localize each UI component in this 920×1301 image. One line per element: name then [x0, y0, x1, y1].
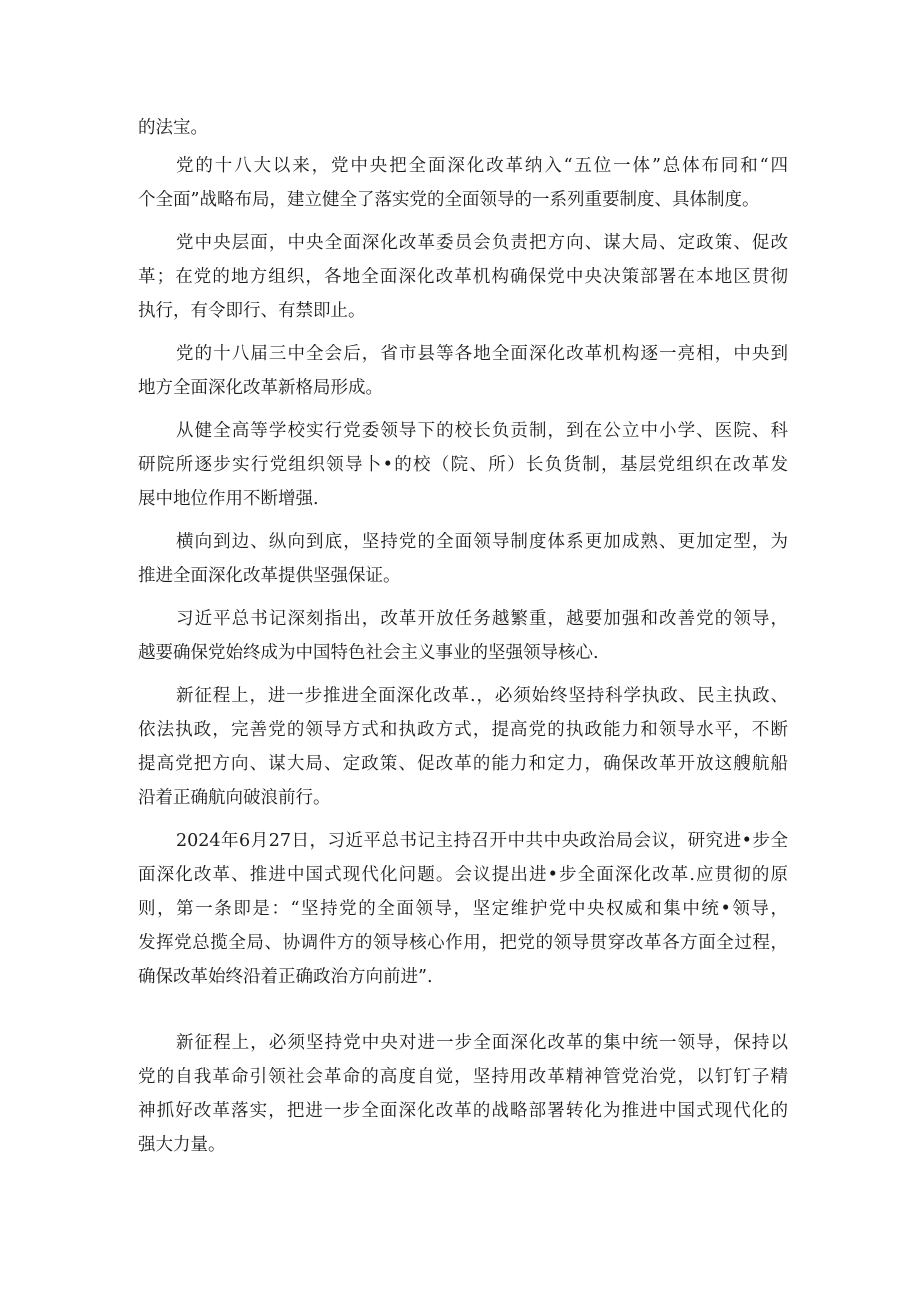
paragraph-line: 党的十八届三中全会后，省市县等各地全面深化改革机构逐一亮相，中央到	[176, 344, 788, 364]
paragraph-line: 个全面”战略布局，建立健全了落实党的全面领导的一系列重要制度、具体制度。	[138, 190, 760, 210]
paragraph-line: 党的自我革命引领社会革命的高度自觉，坚持用改革精神管党治党，以钉钉子精	[138, 1067, 788, 1087]
paragraph-line: 则，第一条即是：“坚持党的全面领导，坚定维护党中央权威和集中统•领导，	[138, 899, 788, 919]
paragraph-line: 2024年6月27日，习近平总书记主持召开中共中央政治局会议，研究进•步全	[176, 831, 788, 851]
paragraph-line: 发挥党总揽全局、协调件方的领导核心作用，把党的领导贯穿改革各方面全过程，	[138, 933, 788, 953]
paragraph-line: 神抓好改革落实，把进一步全面深化改革的战略部署转化为推进中国式现代化的	[138, 1101, 788, 1121]
paragraph-line: 越要确保党始终成为中国特色社会主义事业的坚强领导核心.	[138, 643, 599, 663]
paragraph-line: 展中地位作用不断增强.	[138, 489, 319, 509]
paragraph-line: 新征程上，必须坚持党中央对进一步全面深化改革的集中统一领导，保持以	[176, 1033, 788, 1053]
paragraph-line: 新征程上，进一步推进全面深化改革.，必须始终坚持科学执政、民主执政、	[176, 686, 788, 706]
paragraph-line: 沿着正确航向破浪前行。	[138, 788, 331, 808]
paragraph-line: 从健全高等学校实行党委领导下的校长负贡制，到在公立中小学、医院、科	[176, 421, 788, 441]
paragraph-line: 依法执政，完善党的领导方式和执政方式，提高党的执政能力和领导水平，不断	[138, 720, 788, 740]
paragraph-line: 研院所逐步实行党组织领导卜•的校（院、所）长负货制，基层党组织在改革发	[138, 455, 788, 475]
paragraph-line: 革；在党的地方组织，各地全面深化改革机构确保党中央决策部署在本地区贯彻	[138, 267, 788, 287]
paragraph-line: 确保改革始终沿着正确政治方向前进”.	[138, 967, 433, 987]
paragraph-line: 的法宝。	[138, 118, 208, 138]
paragraph-line: 横向到边、纵向到底，坚持党的全面领导制度体系更加成熟、更加定型，为	[176, 532, 788, 552]
paragraph-line: 推进全面深化改革提供坚强保证。	[138, 566, 401, 586]
paragraph-line: 强大力量。	[138, 1135, 226, 1155]
paragraph-line: 地方全面深化改革新格局形成。	[138, 378, 383, 398]
paragraph-line: 执行，有令即行、有禁即止。	[138, 301, 366, 321]
paragraph-line: 提高党把方向、谋大局、定政策、促改革的能力和定力，确保改革开放这艘航船	[138, 754, 788, 774]
paragraph-line: 党中央层面，中央全面深化改革委员会负责把方向、谋大局、定政策、促改	[176, 233, 788, 253]
paragraph-line: 习近平总书记深刻指出，改革开放任务越繁重，越要加强和改善党的领导，	[176, 609, 788, 629]
paragraph-line: 面深化改革、推进中国式现代化问题。会议提出进•步全面深化改革.应贯彻的原	[138, 865, 788, 885]
paragraph-line: 党的十八大以来，党中央把全面深化改革纳入“五位一体”总体布同和“四	[176, 156, 788, 176]
